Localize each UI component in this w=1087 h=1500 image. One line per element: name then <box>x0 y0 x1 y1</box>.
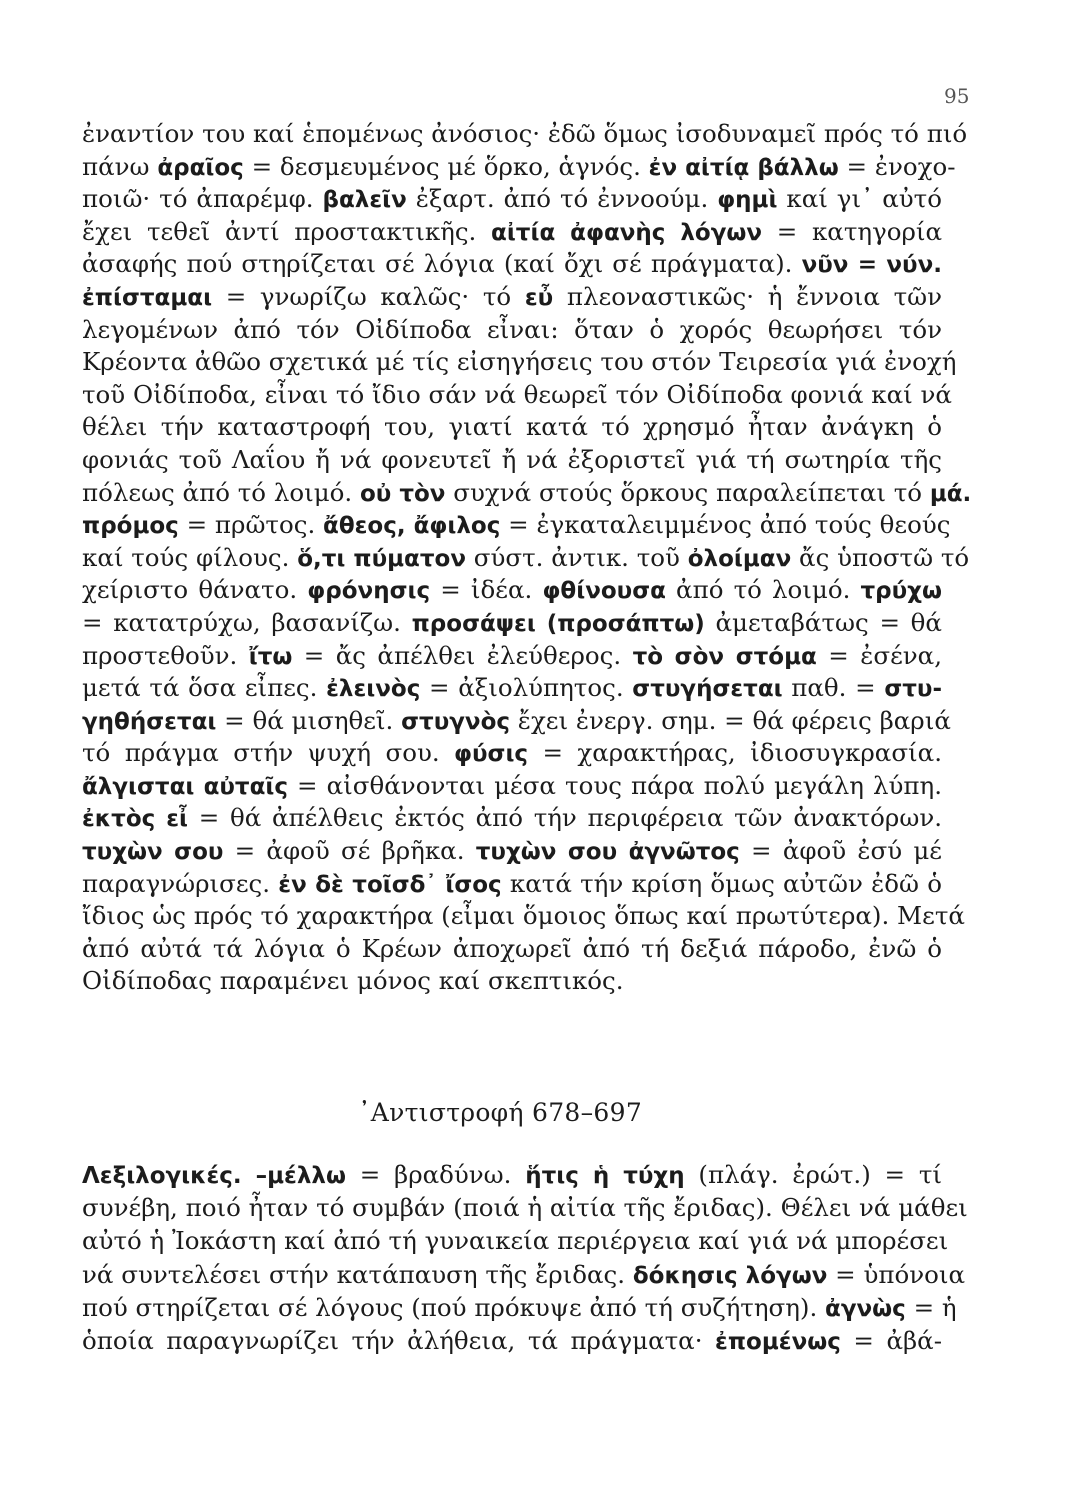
text-line <box>82 151 956 184</box>
lemma-term: ἐπίσταμαι <box>82 284 213 311</box>
lemma-term: αἰτία ἀφανὴς λόγων <box>491 219 763 246</box>
text-line <box>82 1258 966 1291</box>
gloss-text: τό πράγμα στήν ψυχή σου. <box>82 738 455 768</box>
lemma-term: ἐπομένως <box>715 1328 841 1355</box>
lemma-term: φύσις <box>454 741 529 768</box>
lemma-term: ἀραῖος <box>157 154 244 181</box>
gloss-text: παθ. = <box>782 673 885 703</box>
lemma-term: ἐν αἰτίᾳ βάλλω <box>648 154 839 181</box>
gloss-text: πού στηρίζεται σέ λόγους (πού πρόκυψε ἀπό τή συζήτηση). <box>82 1292 826 1322</box>
gloss-text: ἀμεταβάτως = θά <box>704 607 942 637</box>
text-line <box>82 737 942 770</box>
lemma-term: μά. <box>929 480 972 507</box>
gloss-text: ἀπό τό λοιμό. <box>665 575 861 605</box>
text-line <box>82 705 951 738</box>
gloss-text: = αἰσθάνονται μέσα τους πάρα πολύ μεγάλη λύπη. <box>288 770 942 800</box>
commentary-paragraph-2 <box>82 1158 968 1357</box>
gloss-text: = ἀβά- <box>840 1325 942 1355</box>
gloss-text: = βραδύνω. <box>345 1160 526 1189</box>
page-number: 95 <box>944 84 970 108</box>
text-line <box>82 411 942 444</box>
text-line <box>82 346 957 379</box>
lemma-term: ἥτις ἡ τύχη <box>525 1163 685 1189</box>
gloss-text: = θά ἀπέλθεις ἐκτός ἀπό τήν περιφέρεια τῶν ἀνακτόρων. <box>187 803 942 833</box>
lemma-term: Λεξιλογικές. –μέλλω <box>82 1163 346 1189</box>
lemma-term: πρόμος <box>82 513 179 540</box>
text-line <box>82 1158 942 1191</box>
lemma-term: στυ- <box>884 676 942 703</box>
gloss-text: = πρῶτος. <box>178 510 324 540</box>
lemma-term: προσάψει (προσάπτω) <box>411 610 705 637</box>
lemma-term: ἀγνὼς <box>825 1295 906 1322</box>
gloss-text: παραγνώρισες. <box>82 868 279 898</box>
gloss-text: νά συντελέσει στήν κατάπαυση τῆς ἔριδας. <box>82 1259 633 1289</box>
section-heading: ᾿Αντιστροφή 678–697 <box>357 1098 643 1127</box>
text-line <box>82 574 942 607</box>
gloss-text: θέλει τήν καταστροφή του, γιατί κατά τό χρησμό ἦταν ἀνάγκη ὁ <box>82 412 942 442</box>
lemma-term: τὸ σὸν στόμα <box>632 643 817 670</box>
text-line <box>82 477 972 510</box>
gloss-text: πάνω <box>82 151 158 181</box>
lemma-term: γηθήσεται <box>82 708 217 735</box>
text-line <box>82 248 942 281</box>
text-line <box>82 1191 968 1224</box>
text-line <box>82 281 942 314</box>
gloss-text: λεγομένων ἀπό τόν Οἰδίποδα εἶναι: ὅταν ὁ χορός θεωρήσει τόν <box>82 314 942 344</box>
gloss-text: = ἰδέα. <box>430 575 543 605</box>
gloss-text: προστεθοῦν. <box>82 640 249 670</box>
lemma-term: ἄλγισται αὐταῖς <box>82 773 289 800</box>
commentary-paragraph-1 <box>82 118 972 998</box>
lemma-term: φρόνησις <box>307 578 431 605</box>
text-line <box>82 900 965 933</box>
text-line <box>82 933 942 966</box>
lemma-term: τυχὼν σου <box>82 839 224 866</box>
text-line <box>82 1324 942 1357</box>
gloss-text: Κρέοντα ἀθῶο σχετικά μέ τίς εἰσηγήσεις του στόν Τειρεσία γιά ἐνοχή <box>82 347 957 377</box>
text-line <box>82 640 942 673</box>
text-line <box>82 1291 957 1324</box>
text-line <box>82 770 942 803</box>
text-line <box>82 607 942 640</box>
text-line <box>82 183 942 216</box>
gloss-text: ἀσαφής πού στηρίζεται σέ λόγια (καί ὄχι σέ πράγματα). <box>82 249 802 279</box>
gloss-text: = γνωρίζω καλῶς· τό <box>212 281 525 311</box>
gloss-text: χείριστο θάνατο. <box>82 575 308 605</box>
lemma-term: στυγήσεται <box>632 676 783 703</box>
gloss-text: φονιάς τοῦ Λαΐου ἤ νά φονευτεῖ ἤ νά ἐξοριστεῖ γιά τή σωτηρία τῆς <box>82 444 942 474</box>
gloss-text: = ἀφοῦ ἐσύ μέ <box>739 836 942 866</box>
gloss-text: ἀπό αὐτά τά λόγια ὁ Κρέων ἀποχωρεῖ ἀπό τή δεξιά πάροδο, ἐνῶ ὁ <box>82 933 942 963</box>
gloss-text: ἄς ὑποστῶ τό <box>791 542 970 572</box>
text-line <box>82 835 942 868</box>
gloss-text: = χαρακτήρας, ἰδιοσυγκρασία. <box>528 738 942 768</box>
lemma-term: ὅ,τι πύματον <box>297 545 466 572</box>
gloss-text: = δεσμευμένος μέ ὅρκο, ἁγνός. <box>243 151 649 181</box>
text-line <box>82 1224 949 1257</box>
gloss-text: ὁποία παραγνωρίζει τήν ἀλήθεια, τά πράγματα· <box>82 1325 716 1355</box>
gloss-text: = ὑπόνοια <box>827 1259 966 1289</box>
text-line <box>82 216 942 249</box>
gloss-text: = ἐνοχο- <box>838 151 956 181</box>
gloss-text: ἐναντίον του καί ἑπομένως ἀνόσιος· ἐδῶ ὅμως ἰσοδυναμεῖ πρός τό πιό <box>82 119 968 148</box>
text-line <box>82 965 942 998</box>
lemma-term: ἴτω <box>248 643 293 670</box>
gloss-text: συχνά στούς ὅρκους παραλείπεται τό <box>445 477 930 507</box>
gloss-text: σύστ. ἀντικ. τοῦ <box>466 542 688 572</box>
gloss-text: τοῦ Οἰδίποδα, εἶναι τό ἴδιο σάν νά θεωρεῖ τόν Οἰδίποδα φονιά καί νά <box>82 379 952 409</box>
gloss-text: μετά τά ὅσα εἶπες. <box>82 673 327 703</box>
gloss-text: = κατηγορία <box>762 216 943 246</box>
lemma-term: βαλεῖν <box>322 187 407 214</box>
gloss-text: κατά τήν κρίση ὅμως αὐτῶν ἐδῶ ὁ <box>501 868 942 898</box>
lemma-term: τυχὼν σου ἀγνῶτος <box>475 839 740 866</box>
text-line <box>82 868 942 901</box>
lemma-term: τρύχω <box>860 578 942 605</box>
lemma-term: ἐκτὸς εἶ <box>82 806 188 833</box>
lemma-term: στυγνὸς <box>401 708 511 735</box>
gloss-text: (πλάγ. ἐρώτ.) = τί <box>684 1160 942 1189</box>
gloss-text: = ἀφοῦ σέ βρῆκα. <box>223 836 476 866</box>
lemma-term: φημὶ <box>717 187 778 214</box>
text-line <box>82 379 952 412</box>
gloss-text: = ἐσένα, <box>816 640 942 670</box>
lemma-term: ὀλοίμαν <box>687 545 792 572</box>
text-line <box>82 118 968 151</box>
gloss-text: = ἡ <box>905 1292 957 1322</box>
text-line <box>82 802 942 835</box>
lemma-term: φθίνουσα <box>542 578 666 605</box>
gloss-text: = ἄς ἀπέλθει ἐλεύθερος. <box>292 640 633 670</box>
gloss-text: ἴδιος ὡς πρός τό χαρακτήρα (εἶμαι ὅμοιος ὅπως καί πρωτύτερα). Μετά <box>82 901 965 931</box>
text-line <box>82 672 942 705</box>
lemma-term: νῦν = νύν. <box>801 252 942 279</box>
text-line <box>82 444 942 477</box>
lemma-term: εὖ <box>524 284 554 311</box>
lemma-term: ἄθεος, ἄφιλος <box>323 513 501 540</box>
gloss-text: ἔχει ἐνεργ. σημ. = θά φέρεις βαριά <box>510 705 951 735</box>
gloss-text: = κατατρύχω, βασανίζω. <box>82 607 412 637</box>
gloss-text: ἐξαρτ. ἀπό τό ἐννοούμ. <box>406 184 718 214</box>
gloss-text: = ἀξιολύπητος. <box>420 673 633 703</box>
lemma-term: οὐ τὸν <box>359 480 446 507</box>
gloss-text: = ἐγκαταλειμμένος ἀπό τούς θεούς <box>500 510 951 540</box>
gloss-text: πλεοναστικῶς· ἡ ἔννοια τῶν <box>553 281 942 311</box>
lemma-term: δόκησις λόγων <box>632 1262 828 1289</box>
lemma-term: ἐλεινὸς <box>326 676 421 703</box>
text-line <box>82 314 942 347</box>
gloss-text: συνέβη, ποιό ἦταν τό συμβάν (ποιά ἡ αἰτία τῆς ἔριδας). Θέλει νά μάθει <box>82 1193 968 1223</box>
text-line <box>82 542 970 575</box>
lemma-term: ἐν δὲ τοῖσδ᾿ ἴσος <box>278 871 502 898</box>
text-line <box>82 509 951 542</box>
gloss-text: Οἰδίποδας παραμένει μόνος καί σκεπτικός. <box>82 966 624 996</box>
gloss-text: καί γι᾿ αὐτό <box>777 184 942 214</box>
gloss-text: ποιῶ· τό ἀπαρέμφ. <box>82 184 323 214</box>
gloss-text: καί τούς φίλους. <box>82 542 298 572</box>
gloss-text: αὐτό ἡ Ἰοκάστη καί ἀπό τή γυναικεία περιέργεια καί γιά νά μπορέσει <box>82 1226 949 1256</box>
gloss-text: = θά μισηθεῖ. <box>216 705 402 735</box>
gloss-text: ἔχει τεθεῖ ἀντί προστακτικῆς. <box>82 216 492 246</box>
gloss-text: πόλεως ἀπό τό λοιμό. <box>82 477 360 507</box>
